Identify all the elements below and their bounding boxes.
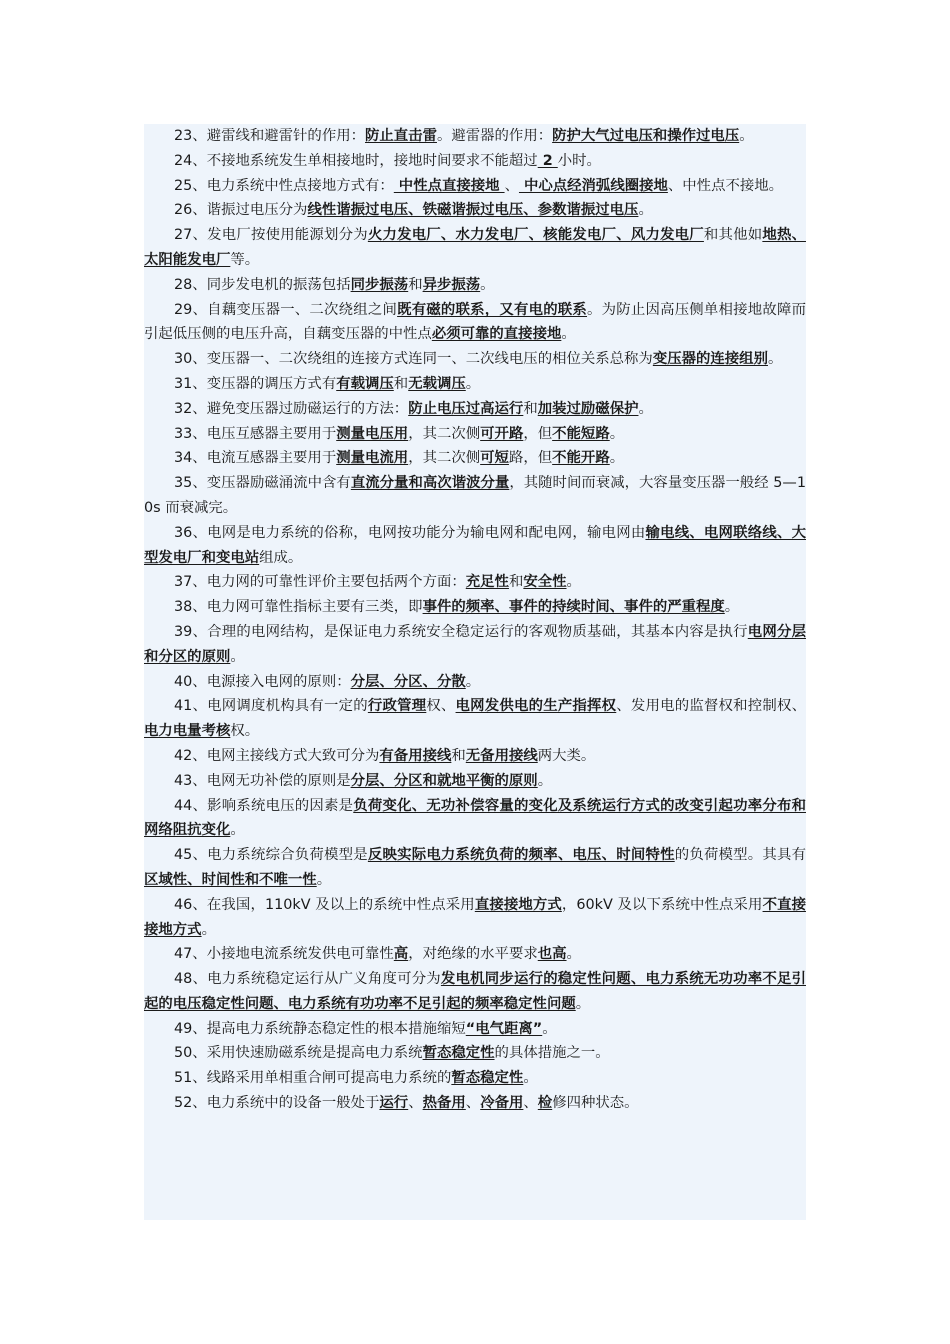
- answer-text: 同步振荡: [350, 276, 409, 293]
- answer-text: 不能短路: [552, 425, 610, 442]
- answer-text: 不能开路: [552, 450, 610, 467]
- question-paragraph: [144, 223, 806, 273]
- question-text: 。: [609, 450, 625, 467]
- question-text: 和: [523, 400, 538, 417]
- question-text: 、中性点不接地。: [667, 177, 784, 194]
- question-text: 41、电网调度机构具有一定的: [174, 698, 368, 715]
- question-text: 44、影响系统电压的因素是: [174, 797, 354, 814]
- question-text: 。: [575, 995, 591, 1012]
- question-paragraph: [144, 893, 806, 943]
- question-text: 等。: [230, 251, 260, 268]
- question-paragraph: [144, 1041, 806, 1066]
- answer-text: 火力发电厂、水力发电厂、核能发电厂、风力发电厂: [367, 227, 704, 244]
- question-text: 。: [201, 921, 216, 938]
- question-text: 。为防止因高压侧单相接地故障而引起低压侧的电压升高，自藕变压器的中性点: [144, 301, 806, 343]
- question-paragraph: [144, 347, 806, 372]
- question-paragraph: [144, 1017, 806, 1042]
- answer-text: 暂态稳定性: [451, 1070, 524, 1087]
- question-text: 43、电网无功补偿的原则是: [174, 772, 351, 789]
- question-paragraph: [144, 471, 806, 521]
- answer-text: 可短: [480, 450, 509, 467]
- answer-text: 2: [537, 152, 558, 169]
- answer-text: 不直接接地方式: [144, 896, 806, 938]
- question-text: 。: [230, 648, 245, 665]
- question-text: ，对绝缘的水平要求: [408, 946, 538, 963]
- question-text: 。: [767, 351, 783, 368]
- question-text: 38、电力网可靠性指标主要有三类，即: [174, 599, 423, 616]
- question-text: 。: [230, 822, 245, 839]
- question-text: 和: [408, 276, 423, 293]
- answer-text: 既有磁的联系，又有电的联系: [397, 301, 588, 318]
- answer-text: 测量电压用: [336, 425, 409, 442]
- question-paragraph: [144, 446, 806, 471]
- question-paragraph: [144, 198, 806, 223]
- answer-text: 电网分层和分区的原则: [144, 623, 806, 665]
- question-text: 修四种状态。: [552, 1095, 639, 1112]
- question-paragraph: [144, 422, 806, 447]
- answer-text: 冷备用: [480, 1095, 524, 1112]
- question-text: 32、避免变压器过励磁运行的方法：: [174, 400, 409, 417]
- question-text: 。: [566, 574, 581, 591]
- question-text: 24、不接地系统发生单相接地时，接地时间要求不能超过: [174, 152, 538, 169]
- answer-text: “电气距离”: [465, 1020, 543, 1037]
- question-paragraph: [144, 942, 806, 967]
- question-text: 46、在我国，110kV 及以上的系统中性点采用: [174, 896, 475, 913]
- answer-text: 检: [537, 1095, 553, 1112]
- answer-text: 有备用接线: [379, 747, 452, 764]
- answer-text: 事件的频率、事件的持续时间、事件的严重程度: [422, 599, 725, 616]
- question-paragraph: [144, 124, 806, 149]
- answer-text: 暂态稳定性: [422, 1045, 495, 1062]
- question-paragraph: [144, 372, 806, 397]
- question-text: 35、变压器励磁涌流中含有: [174, 475, 351, 492]
- question-text: 28、同步发电机的振荡包括: [174, 276, 351, 293]
- answer-text: 中心点经消弧线圈接地: [518, 177, 668, 194]
- question-text: 。: [465, 375, 481, 392]
- question-paragraph: [144, 595, 806, 620]
- question-text: 。: [724, 599, 740, 616]
- answer-text: 也高: [537, 946, 567, 963]
- question-paragraph: [144, 1066, 806, 1091]
- question-text: ，其二次侧: [408, 425, 481, 442]
- question-text: 。: [480, 276, 495, 293]
- question-text: 。避雷器的作用：: [436, 128, 553, 144]
- question-text: 42、电网主接线方式大致可分为: [174, 747, 380, 764]
- answer-text: 异步振荡: [422, 276, 481, 293]
- question-text: 。: [561, 326, 576, 343]
- question-text: 40、电源接入电网的原则：: [174, 673, 351, 690]
- question-text: 52、电力系统中的设备一般处于: [174, 1095, 380, 1112]
- answer-text: 有载调压: [336, 375, 394, 392]
- question-text: 的负荷模型。其具有: [674, 847, 806, 864]
- question-text: 、: [523, 1095, 538, 1112]
- question-text: 的具体措施之一。: [494, 1045, 610, 1062]
- answer-text: 地热、太阳能发电厂: [144, 227, 806, 268]
- answer-text: 分层、分区和就地平衡的原则: [350, 772, 538, 789]
- question-paragraph: [144, 1091, 806, 1116]
- question-paragraph: [144, 794, 806, 844]
- question-paragraph: [144, 620, 806, 670]
- question-text: 31、变压器的调压方式有: [174, 375, 337, 392]
- answer-text: 电网发供电的生产指挥权: [455, 698, 617, 715]
- answer-text: 安全性: [523, 574, 567, 591]
- question-text: 。: [465, 673, 481, 690]
- question-text: 。: [638, 202, 653, 219]
- question-text: 和: [393, 375, 409, 392]
- question-text: 26、谐振过电压分为: [174, 202, 308, 219]
- answer-text: 发电机同步运行的稳定性问题、电力系统无功功率不足引起的电压稳定性问题、电力系统有功功率不足引起的频率稳定性问题: [144, 971, 806, 1012]
- answer-text: 电力电量考核: [144, 723, 231, 740]
- document-body: [144, 124, 806, 1220]
- question-text: 。: [739, 128, 754, 144]
- question-text: 27、发电厂按使用能源划分为: [174, 227, 368, 244]
- question-text: 组成。: [259, 549, 303, 566]
- question-text: 37、电力网的可靠性评价主要包括两个方面：: [174, 574, 466, 591]
- question-text: 39、合理的电网结构，是保证电力系统安全稳定运行的客观物质基础，其基本内容是执行: [174, 623, 748, 640]
- question-text: 权、: [426, 698, 456, 715]
- answer-text: 中性点直接接地: [393, 177, 505, 194]
- question-text: 50、采用快速励磁系统是提高电力系统: [174, 1045, 423, 1062]
- answer-text: 加装过励磁保护: [537, 400, 639, 417]
- question-paragraph: [144, 967, 806, 1017]
- question-text: 、: [408, 1095, 423, 1112]
- question-text: 。: [638, 400, 653, 417]
- answer-text: 运行: [379, 1095, 409, 1112]
- question-paragraph: [144, 769, 806, 794]
- question-text: 29、自藕变压器一、二次绕组之间: [174, 301, 398, 318]
- question-text: 48、电力系统稳定运行从广义角度可分为: [174, 971, 441, 988]
- question-text: 。: [537, 772, 553, 789]
- question-paragraph: [144, 570, 806, 595]
- answer-text: 防护大气过电压和操作过电压: [552, 128, 740, 144]
- answer-text: 变压器的连接组别: [652, 351, 768, 368]
- question-paragraph: [144, 174, 806, 199]
- question-text: ，其二次侧: [408, 450, 481, 467]
- question-text: 小时。: [557, 152, 601, 169]
- question-text: 、: [504, 177, 519, 194]
- answer-text: 充足性: [465, 574, 509, 591]
- question-text: 。: [542, 1020, 557, 1037]
- question-text: ，但: [523, 425, 553, 442]
- question-text: 两大类。: [537, 747, 596, 764]
- question-paragraph: [144, 397, 806, 422]
- question-text: ，其随时间而衰减，大容量变压器一般经 5—10s 而衰减完。: [144, 475, 806, 516]
- question-text: 。: [566, 946, 581, 963]
- question-paragraph: [144, 694, 806, 744]
- question-text: 和其他如: [703, 227, 763, 244]
- question-paragraph: [144, 273, 806, 298]
- question-paragraph: [144, 298, 806, 348]
- question-paragraph: [144, 744, 806, 769]
- question-text: 51、线路采用单相重合闸可提高电力系统的: [174, 1070, 452, 1087]
- question-text: 。: [316, 871, 332, 888]
- answer-text: 直接接地方式: [474, 896, 562, 913]
- question-text: 、: [465, 1095, 481, 1112]
- question-paragraph: [144, 670, 806, 695]
- question-text: 47、小接地电流系统发供电可靠性: [174, 946, 394, 963]
- answer-text: 无备用接线: [465, 747, 538, 764]
- question-text: 、发用电的监督权和控制权、: [616, 698, 806, 715]
- question-text: 45、电力系统综合负荷模型是: [174, 847, 368, 864]
- question-text: 49、提高电力系统静态稳定性的根本措施缩短: [174, 1020, 466, 1037]
- answer-text: 无载调压: [408, 375, 466, 392]
- answer-text: 防止电压过高运行: [408, 400, 524, 417]
- question-text: 36、电网是电力系统的俗称，电网按功能分为输电网和配电网，输电网由: [174, 524, 646, 541]
- question-text: 。: [609, 425, 625, 442]
- answer-text: 反映实际电力系统负荷的频率、电压、时间特性: [367, 847, 675, 864]
- question-text: 34、电流互感器主要用于: [174, 450, 337, 467]
- answer-text: 分层、分区、分散: [350, 673, 466, 690]
- question-paragraph: [144, 843, 806, 893]
- answer-text: 直流分量和高次谐波分量: [350, 475, 510, 492]
- question-text: 30、变压器一、二次绕组的连接方式连同一、二次线电压的相位关系总称为: [174, 351, 653, 368]
- question-text: ，60kV 及以下系统中性点采用: [561, 896, 763, 913]
- answer-text: 负荷变化、无功补偿容量的变化及系统运行方式的改变引起功率分布和网络阻抗变化: [144, 797, 806, 839]
- answer-text: 输电线、电网联络线、大型发电厂和变电站: [144, 524, 806, 566]
- question-paragraph: [144, 521, 806, 571]
- question-paragraph: [144, 149, 806, 174]
- question-text: 33、电压互感器主要用于: [174, 425, 337, 442]
- answer-text: 热备用: [422, 1095, 466, 1112]
- answer-text: 可开路: [480, 425, 524, 442]
- answer-text: 高: [393, 946, 409, 963]
- question-text: 。: [523, 1070, 538, 1087]
- question-text: 23、避雷线和避雷针的作用：: [174, 128, 365, 144]
- question-text: 25、电力系统中性点接地方式有：: [174, 177, 394, 194]
- question-text: 和: [451, 747, 466, 764]
- question-text: 和: [508, 574, 524, 591]
- answer-text: 行政管理: [367, 698, 427, 715]
- question-text: 路，但: [508, 450, 553, 467]
- answer-text: 必须可靠的直接接地: [431, 326, 562, 343]
- question-text: 权。: [230, 723, 260, 740]
- answer-text: 区域性、时间性和不唯一性: [144, 871, 317, 888]
- answer-text: 线性谐振过电压、铁磁谐振过电压、参数谐振过电压: [307, 202, 639, 219]
- answer-text: 测量电流用: [336, 450, 409, 467]
- answer-text: 防止直击雷: [365, 128, 437, 144]
